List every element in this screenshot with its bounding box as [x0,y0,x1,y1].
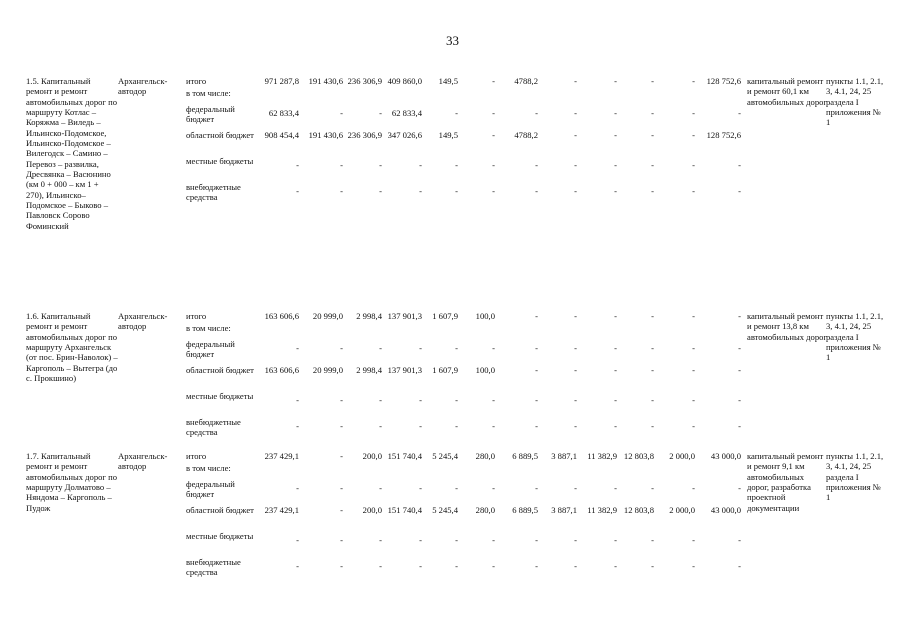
funding-source-label: в том числе: [186,463,231,473]
amount-cell: - [340,421,343,431]
amount-cell: - [692,108,695,118]
funding-source-label: местные бюджеты [186,391,254,401]
amount-cell: - [535,365,538,375]
amount-cell: - [492,395,495,405]
amount-cell: - [535,108,538,118]
amount-cell: - [738,311,741,321]
amount-cell: 6 889,5 [512,505,538,515]
amount-cell: - [340,561,343,571]
amount-cell: - [738,395,741,405]
target-indicators: пункты 1.1, 2.1, 3, 4.1, 24, 25 раздела I приложения № 1 [826,451,884,503]
amount-cell: - [614,395,617,405]
amount-cell: 100,0 [475,365,495,375]
amount-cell: 2 000,0 [669,451,695,461]
funding-source-label: внебюджетные средства [186,417,241,438]
amount-cell: 163 606,6 [264,311,299,321]
amount-cell: - [455,483,458,493]
funding-source-label: итого [186,451,207,461]
amount-cell: 163 606,6 [264,365,299,375]
funding-source-label: областной бюджет [186,130,254,140]
amount-cell: - [651,343,654,353]
amount-cell: 3 887,1 [551,505,577,515]
amount-cell: - [419,343,422,353]
amount-cell: - [692,343,695,353]
amount-cell: - [419,561,422,571]
amount-cell: - [340,186,343,196]
amount-cell: - [692,395,695,405]
amount-cell: - [340,535,343,545]
funding-source-label: местные бюджеты [186,156,254,166]
amount-cell: - [574,561,577,571]
amount-cell: - [574,535,577,545]
amount-cell: 971 287,8 [264,76,299,86]
amount-cell: - [296,483,299,493]
amount-cell: - [379,395,382,405]
amount-cell: - [574,108,577,118]
amount-cell: 4788,2 [514,76,538,86]
amount-cell: - [738,483,741,493]
amount-cell: - [535,483,538,493]
amount-cell: - [614,561,617,571]
amount-cell: 280,0 [475,505,495,515]
amount-cell: 237 429,1 [264,451,299,461]
amount-cell: - [492,483,495,493]
amount-cell: - [574,421,577,431]
measure-description: 1.7. Капитальный ремонт и ремонт автомобильных дорог по маршруту Долматово – Няндома – Каргополь – Пудож [26,451,117,513]
amount-cell: - [738,343,741,353]
amount-cell: 908 454,4 [264,130,299,140]
funding-source-label: внебюджетные средства [186,182,241,203]
amount-cell: - [340,505,343,515]
amount-cell: - [340,108,343,118]
amount-cell: - [614,483,617,493]
funding-source-label: федеральный бюджет [186,339,235,360]
amount-cell: - [340,451,343,461]
measure-description: 1.6. Капитальный ремонт и ремонт автомобильных дорог по маршруту Архангельск (от пос. Брин-Наволок) – Каргополь – Вытегра (до с. Прокшино) [26,311,118,384]
amount-cell: - [296,561,299,571]
amount-cell: - [492,343,495,353]
amount-cell: 151 740,4 [387,451,422,461]
amount-cell: - [379,343,382,353]
amount-cell: 20 999,0 [312,365,343,375]
amount-cell: - [455,561,458,571]
amount-cell: - [614,186,617,196]
funding-source-label: итого [186,76,207,86]
funding-source-label: федеральный бюджет [186,479,235,500]
amount-cell: 128 752,6 [706,76,741,86]
amount-cell: 200,0 [362,451,382,461]
amount-cell: 5 245,4 [432,505,458,515]
amount-cell: 236 306,9 [347,76,382,86]
amount-cell: - [340,483,343,493]
page-number: 33 [446,33,459,48]
amount-cell: - [692,535,695,545]
amount-cell: - [379,160,382,170]
amount-cell: 280,0 [475,451,495,461]
amount-cell: - [651,311,654,321]
amount-cell: - [651,395,654,405]
target-indicators: пункты 1.1, 2.1, 3, 4.1, 24, 25 раздела I приложения № 1 [826,76,884,128]
amount-cell: - [651,76,654,86]
amount-cell: 237 429,1 [264,505,299,515]
amount-cell: - [614,76,617,86]
amount-cell: - [574,343,577,353]
amount-cell: - [379,535,382,545]
amount-cell: - [492,561,495,571]
amount-cell: - [738,535,741,545]
amount-cell: - [455,343,458,353]
amount-cell: - [296,395,299,405]
amount-cell: 191 430,6 [308,130,343,140]
amount-cell: - [340,343,343,353]
amount-cell: - [379,561,382,571]
amount-cell: - [492,421,495,431]
amount-cell: - [651,421,654,431]
amount-cell: - [419,186,422,196]
amount-cell: 137 901,3 [387,311,422,321]
amount-cell: - [492,130,495,140]
amount-cell: 149,5 [438,130,458,140]
amount-cell: - [419,535,422,545]
amount-cell: - [535,561,538,571]
amount-cell: - [614,421,617,431]
amount-cell: - [296,535,299,545]
amount-cell: - [535,160,538,170]
amount-cell: - [535,343,538,353]
amount-cell: 62 833,4 [391,108,422,118]
amount-cell: 11 382,9 [587,505,617,515]
amount-cell: - [574,76,577,86]
amount-cell: - [379,108,382,118]
amount-cell: - [419,395,422,405]
funding-source-label: федеральный бюджет [186,104,235,125]
amount-cell: - [692,311,695,321]
amount-cell: - [651,160,654,170]
amount-cell: - [455,421,458,431]
amount-cell: - [738,365,741,375]
amount-cell: - [651,186,654,196]
amount-cell: 12 803,8 [623,451,654,461]
amount-cell: - [651,535,654,545]
measure-description: 1.5. Капитальный ремонт и ремонт автомобильных дорог по маршруту Котлас – Коряжма – Виледь – Ильинско-Подомское, Ильинско-Подомское – Вилегодск – Самино – Перевоз – развилка, Дресвянка – Васюнино (км 0 + 000 – км 1 + 270), Ильинско–Подомское – Быково – Павловск Сорово Фоминский [26,76,117,231]
amount-cell: - [738,160,741,170]
amount-cell: - [455,186,458,196]
amount-cell: - [692,421,695,431]
amount-cell: - [296,186,299,196]
amount-cell: 409 860,0 [387,76,422,86]
amount-cell: - [419,483,422,493]
amount-cell: 4788,2 [514,130,538,140]
amount-cell: 2 998,4 [356,365,382,375]
amount-cell: - [614,311,617,321]
amount-cell: - [379,421,382,431]
amount-cell: - [535,186,538,196]
amount-cell: - [574,130,577,140]
amount-cell: - [296,421,299,431]
executor: Архангельск-автодор [118,76,168,97]
amount-cell: - [574,395,577,405]
amount-cell: - [614,130,617,140]
amount-cell: - [692,561,695,571]
amount-cell: 12 803,8 [623,505,654,515]
amount-cell: - [419,421,422,431]
amount-cell: - [340,160,343,170]
executor: Архангельск-автодор [118,311,168,332]
amount-cell: - [738,108,741,118]
amount-cell: - [614,160,617,170]
expected-result: капитальный ремонт и ремонт 9,1 км автомобильных дорог, разработка проектной документации [747,451,824,513]
target-indicators: пункты 1.1, 2.1, 3, 4.1, 24, 25 раздела I приложения № 1 [826,311,884,363]
amount-cell: - [492,160,495,170]
amount-cell: 347 026,6 [387,130,422,140]
amount-cell: 137 901,3 [387,365,422,375]
amount-cell: - [692,130,695,140]
amount-cell: - [492,535,495,545]
amount-cell: 43 000,0 [710,505,741,515]
amount-cell: 5 245,4 [432,451,458,461]
amount-cell: - [455,160,458,170]
amount-cell: - [614,535,617,545]
amount-cell: - [692,365,695,375]
funding-source-label: в том числе: [186,323,231,333]
amount-cell: - [574,365,577,375]
amount-cell: 62 833,4 [268,108,299,118]
funding-source-label: в том числе: [186,88,231,98]
amount-cell: 2 000,0 [669,505,695,515]
amount-cell: 151 740,4 [387,505,422,515]
amount-cell: - [614,343,617,353]
amount-cell: 11 382,9 [587,451,617,461]
amount-cell: - [296,160,299,170]
amount-cell: - [379,483,382,493]
amount-cell: - [614,365,617,375]
expected-result: капитальный ремонт и ремонт 13,8 км автомобильных дорог [747,311,827,342]
amount-cell: - [574,186,577,196]
amount-cell: - [340,395,343,405]
amount-cell: - [651,108,654,118]
amount-cell: - [379,186,382,196]
amount-cell: - [692,483,695,493]
amount-cell: - [492,186,495,196]
funding-source-label: итого [186,311,207,321]
amount-cell: - [614,108,617,118]
amount-cell: - [535,421,538,431]
expected-result: капитальный ремонт и ремонт 60,1 км автомобильных дорог [747,76,827,107]
amount-cell: 191 430,6 [308,76,343,86]
executor: Архангельск-автодор [118,451,168,472]
amount-cell: - [455,108,458,118]
amount-cell: 1 607,9 [432,365,458,375]
amount-cell: - [419,160,422,170]
funding-source-label: местные бюджеты [186,531,254,541]
amount-cell: - [492,108,495,118]
amount-cell: - [692,76,695,86]
amount-cell: 128 752,6 [706,130,741,140]
amount-cell: - [574,311,577,321]
amount-cell: - [455,395,458,405]
amount-cell: 149,5 [438,76,458,86]
amount-cell: - [651,483,654,493]
amount-cell: 2 998,4 [356,311,382,321]
amount-cell: - [535,535,538,545]
amount-cell: - [492,76,495,86]
amount-cell: 236 306,9 [347,130,382,140]
amount-cell: - [692,160,695,170]
amount-cell: - [738,186,741,196]
amount-cell: - [455,535,458,545]
funding-source-label: областной бюджет [186,365,254,375]
amount-cell: - [651,561,654,571]
amount-cell: 3 887,1 [551,451,577,461]
amount-cell: 6 889,5 [512,451,538,461]
amount-cell: - [651,365,654,375]
amount-cell: - [651,130,654,140]
amount-cell: - [738,561,741,571]
amount-cell: - [574,483,577,493]
funding-source-label: областной бюджет [186,505,254,515]
amount-cell: - [574,160,577,170]
amount-cell: 20 999,0 [312,311,343,321]
amount-cell: 200,0 [362,505,382,515]
amount-cell: 100,0 [475,311,495,321]
amount-cell: - [738,421,741,431]
amount-cell: - [535,311,538,321]
funding-source-label: внебюджетные средства [186,557,241,578]
amount-cell: 1 607,9 [432,311,458,321]
amount-cell: - [692,186,695,196]
amount-cell: - [296,343,299,353]
amount-cell: - [535,395,538,405]
amount-cell: 43 000,0 [710,451,741,461]
